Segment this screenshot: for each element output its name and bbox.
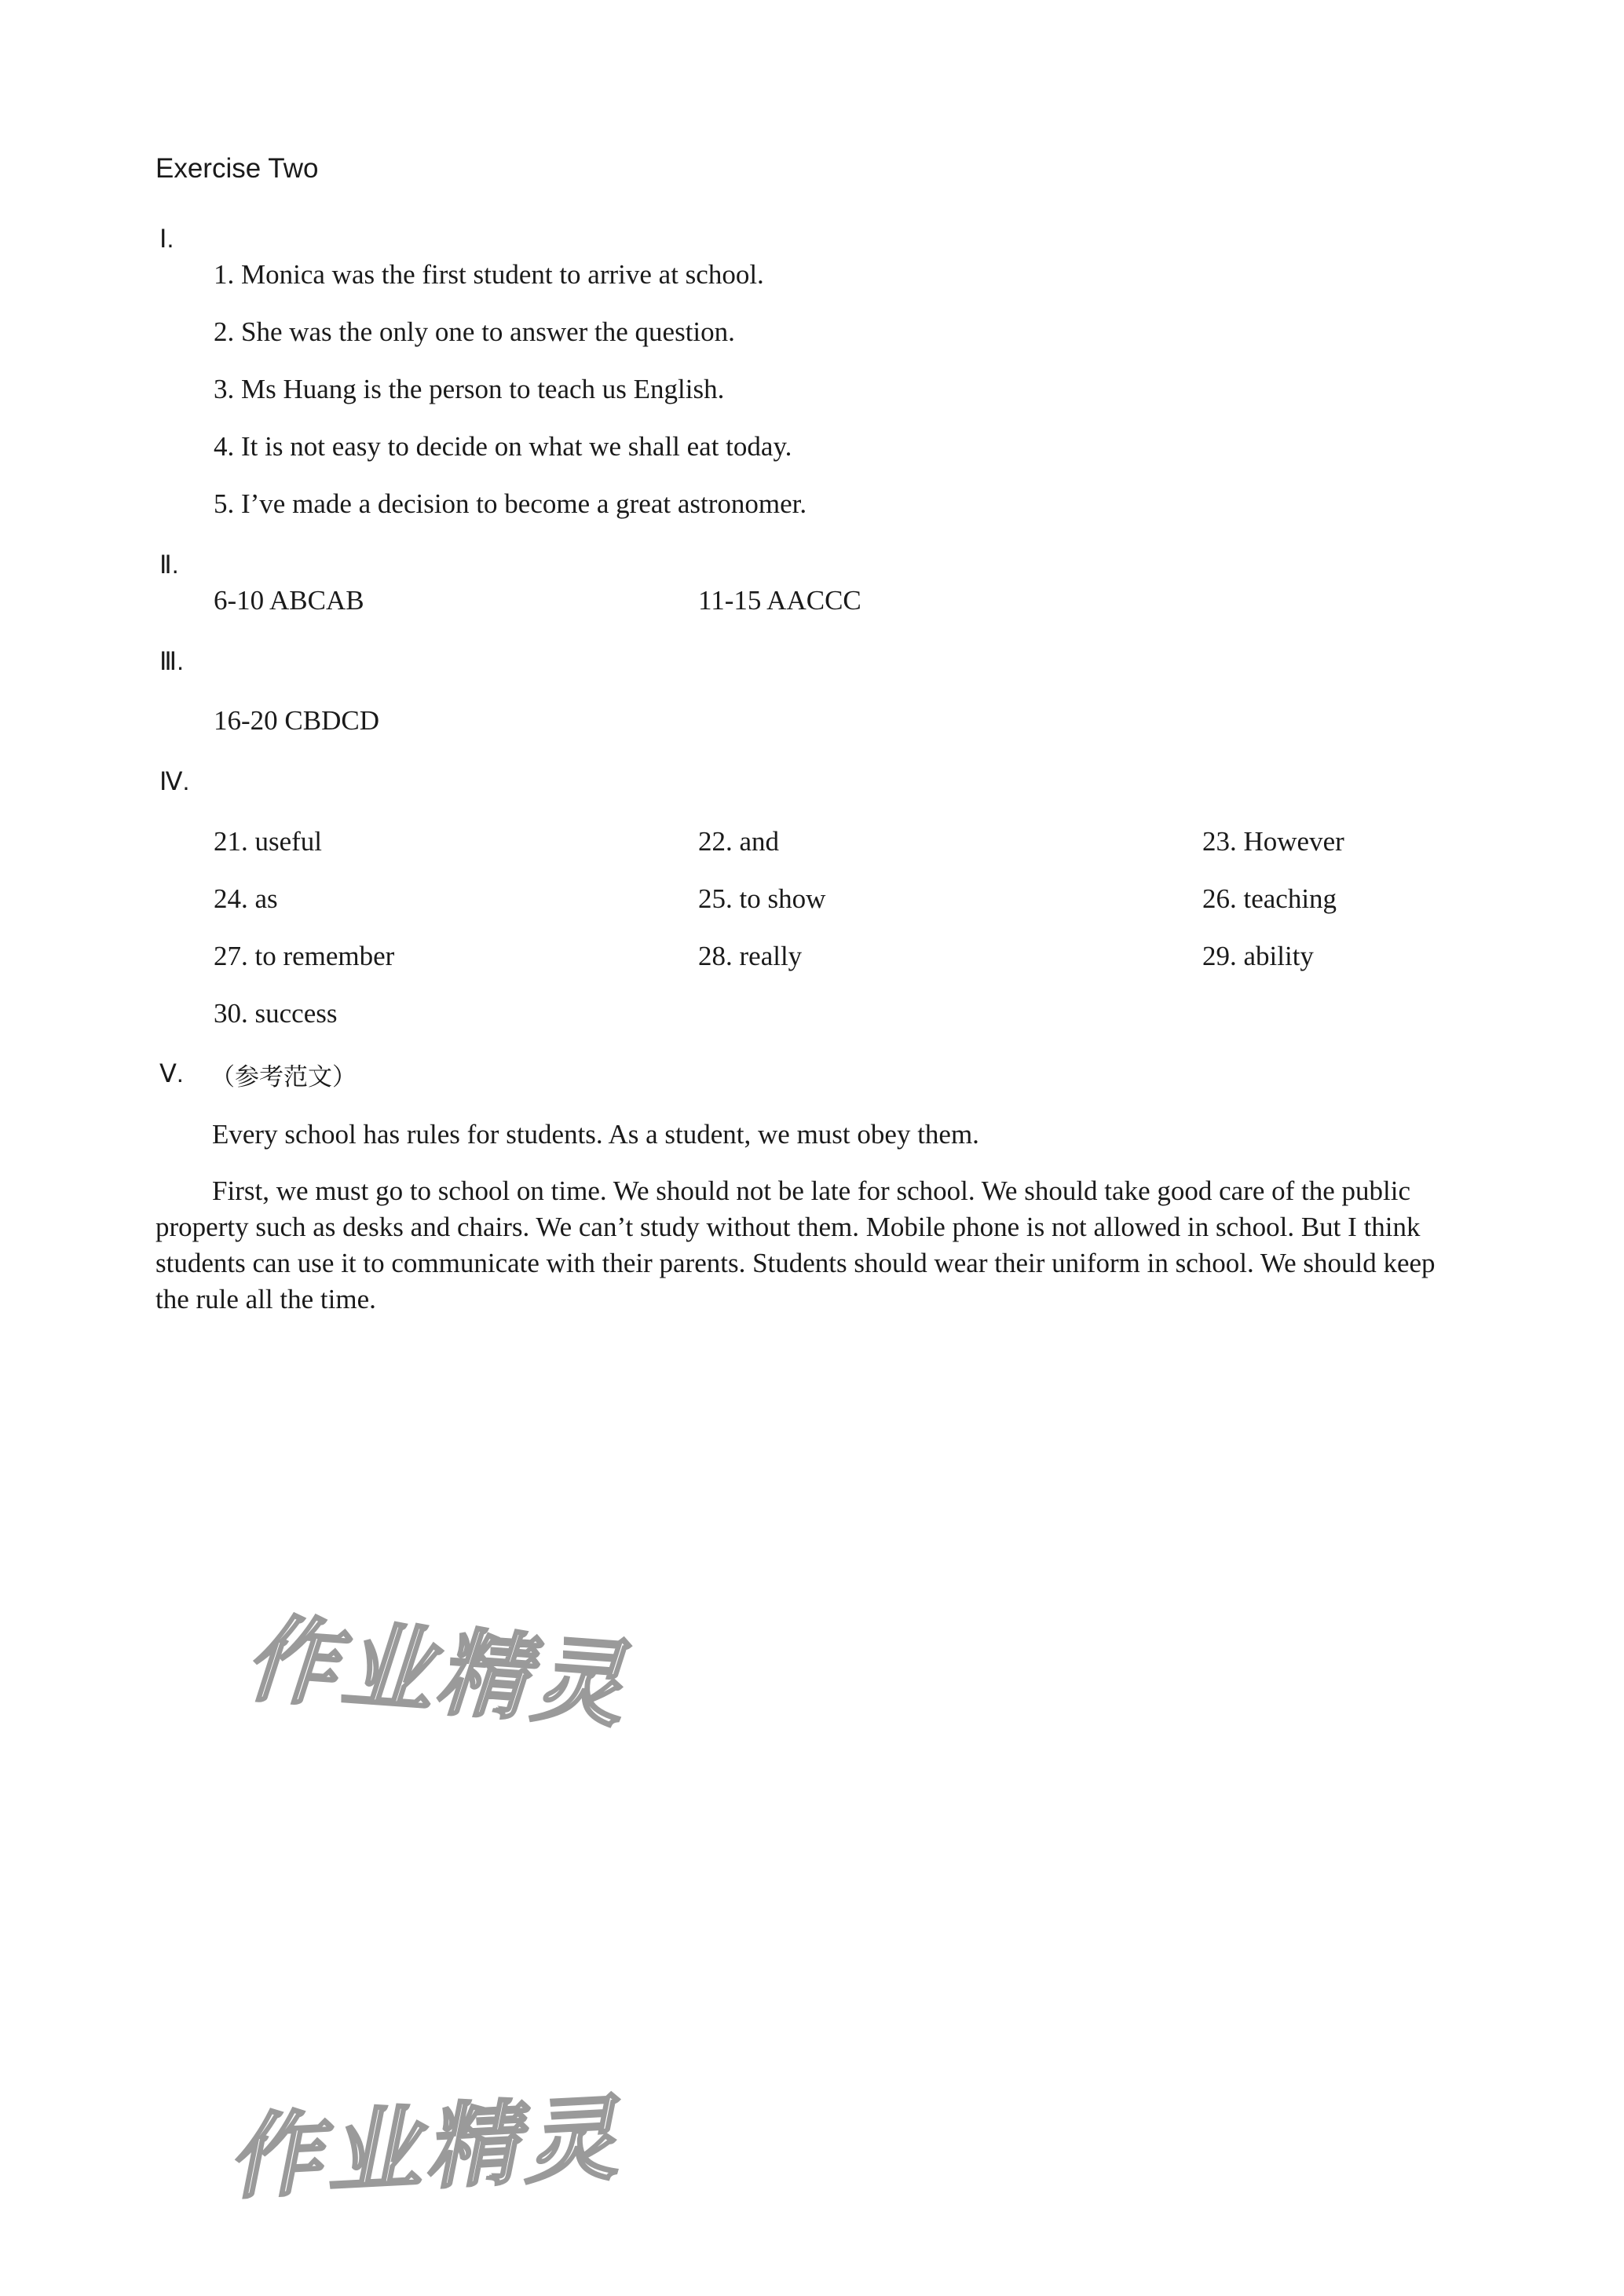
essay-paragraph: Every school has rules for students. As a student, we must obey them. <box>212 1119 979 1150</box>
answer-key: 16-20 CBDCD <box>214 705 379 736</box>
answer-key: 11-15 AACCC <box>698 585 861 616</box>
word-answer: 28. really <box>698 941 803 971</box>
section-2-number: Ⅱ. <box>159 550 179 579</box>
essay-paragraph: First, we must go to school on time. We should not be late for school. We should take good care of the public property such as desks and chairs. We can’t study without them. Mobile phone is not allowed in school. But I think students can use it to communicate with their parents. Students should wear their uniform in school. We should keep the rule all the time. <box>155 1175 1436 1314</box>
word-answer: 21. useful <box>214 826 323 857</box>
word-answer: 27. to remember <box>214 941 395 971</box>
section-5-note: （参考范文） <box>210 1063 357 1091</box>
word-answer: 22. and <box>698 826 780 857</box>
section-1-number: Ⅰ. <box>159 225 174 253</box>
answer-sentence: 5. I’ve made a decision to become a great astronomer. <box>214 488 807 519</box>
answer-sentence: 2. She was the only one to answer the question. <box>214 316 735 347</box>
word-answer: 24. as <box>214 883 278 914</box>
section-3-number: Ⅲ. <box>159 647 184 675</box>
answer-sentence: 3. Ms Huang is the person to teach us English. <box>214 374 725 404</box>
answer-key: 6-10 ABCAB <box>214 585 364 616</box>
watermark-logo: 作业精灵 <box>236 1604 653 1741</box>
word-answer: 25. to show <box>698 883 826 914</box>
watermark-logo: 作业精灵 <box>225 2083 641 2212</box>
answer-sentence: 1. Monica was the first student to arrive at school. <box>214 259 764 290</box>
section-5-number: Ⅴ. <box>159 1059 184 1088</box>
answer-sentence: 4. It is not easy to decide on what we shall eat today. <box>214 431 792 462</box>
section-4-number: Ⅳ. <box>159 767 190 795</box>
word-answer: 23. However <box>1202 826 1344 857</box>
word-answer: 29. ability <box>1202 941 1314 971</box>
word-answer: 30. success <box>214 998 338 1029</box>
word-answer: 26. teaching <box>1202 883 1337 914</box>
page-title: Exercise Two <box>155 153 319 184</box>
